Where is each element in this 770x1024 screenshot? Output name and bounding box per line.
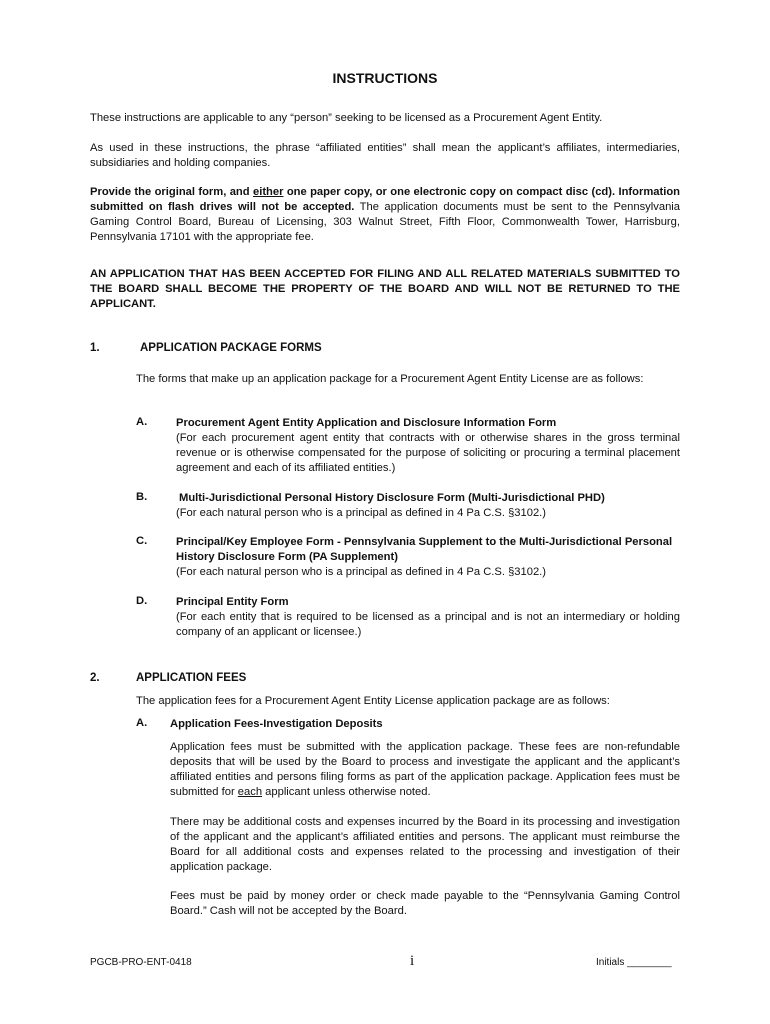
fees-paragraph-2: There may be additional costs and expenses incurred by the Board in its processing and investigation of the applicant and the applicant’s affiliated entities and persons. The applicant must reimburse the Board for all additional costs and expenses related to the processing and investigation of their application package. bbox=[170, 816, 680, 873]
fees-paragraph-1-text: Application fees must be submitted with the application package. These fees are non-refundable deposits that will be used by the Board to process and investigate the applicant and the applicant’s affiliated entities and persons filing forms as part of the application package. Application fees must be submitted for bbox=[170, 741, 680, 798]
section-1-number: 1. bbox=[90, 342, 100, 354]
intro-paragraph-1: These instructions are applicable to any “person” seeking to be licensed as a Procurement Agent Entity. bbox=[90, 112, 603, 124]
fees-paragraph-1-end: applicant unless otherwise noted. bbox=[262, 786, 431, 798]
form-c-title: Principal/Key Employee Form - Pennsylvania Supplement to the Multi-Jurisdictional Personal History Disclosure Form (PA Supplement) bbox=[176, 536, 673, 563]
form-d-description: (For each entity that is required to be licensed as a principal and is not an intermediary or holding company of an applicant or licensee.) bbox=[176, 611, 680, 638]
form-d-title: Principal Entity Form bbox=[176, 596, 289, 608]
section-2-heading: APPLICATION FEES bbox=[136, 672, 247, 684]
page-title: INSTRUCTIONS bbox=[332, 70, 438, 86]
form-a-description: (For each procurement agent entity that contracts with or otherwise shares in the gross terminal revenue or is otherwise compensated for the purpose of soliciting or procuring a terminal placement agreement and each of its affiliated entities.) bbox=[176, 432, 680, 474]
section-1-heading: APPLICATION PACKAGE FORMS bbox=[140, 342, 322, 354]
fees-paragraph-1 bbox=[170, 740, 680, 800]
form-c-description: (For each natural person who is a principal as defined in 4 Pa C.S. §3102.) bbox=[176, 566, 547, 578]
form-d-letter: D. bbox=[136, 595, 148, 607]
fees-a-letter: A. bbox=[136, 717, 148, 729]
form-c-letter: C. bbox=[136, 535, 148, 547]
submission-requirement-emphasis: either bbox=[252, 186, 284, 198]
section-2-number: 2. bbox=[90, 672, 100, 684]
submission-requirement-cont: one paper copy, or one electronic copy on compact disc (cd). Information submitted on flash drives will not be accepted. bbox=[90, 186, 680, 213]
form-a-letter: A. bbox=[136, 416, 148, 428]
form-code: PGCB-PRO-ENT-0418 bbox=[90, 957, 192, 968]
property-notice: AN APPLICATION THAT HAS BEEN ACCEPTED FOR FILING AND ALL RELATED MATERIALS SUBMITTED TO THE BOARD SHALL BECOME THE PROPERTY OF THE BOARD AND WILL NOT BE RETURNED TO THE APPLICANT. bbox=[90, 268, 680, 310]
fees-a-title: Application Fees-Investigation Deposits bbox=[170, 718, 383, 730]
intro-paragraph-3 bbox=[90, 185, 680, 245]
page-number: i bbox=[410, 953, 415, 969]
initials-field[interactable]: Initials ________ bbox=[596, 957, 672, 968]
form-b-description: (For each natural person who is a principal as defined in 4 Pa C.S. §3102.) bbox=[176, 507, 547, 519]
mailing-address-text: The application documents must be sent to the Pennsylvania Gaming Control Board, Bureau of Licensing, 303 Walnut Street, Fifth Floor, Commonwealth Tower, Harrisburg, Pennsylvania 17101 with the appropriate fee. bbox=[90, 201, 680, 243]
fees-paragraph-1-emphasis: each bbox=[237, 786, 263, 798]
submission-requirement: Provide the original form, and bbox=[90, 186, 253, 198]
intro-paragraph-2: As used in these instructions, the phrase “affiliated entities” shall mean the applicant’s affiliates, intermediaries, subsidiaries and holding companies. bbox=[90, 142, 680, 169]
form-b-letter: B. bbox=[136, 491, 148, 503]
fees-paragraph-3: Fees must be paid by money order or check made payable to the “Pennsylvania Gaming Control Board.” Cash will not be accepted by the Board. bbox=[170, 890, 680, 917]
section-1-intro: The forms that make up an application package for a Procurement Agent Entity License are as follows: bbox=[136, 373, 644, 385]
section-2-intro: The application fees for a Procurement Agent Entity License application package are as follows: bbox=[136, 695, 610, 707]
form-a-title: Procurement Agent Entity Application and Disclosure Information Form bbox=[176, 417, 557, 429]
form-b-title: Multi-Jurisdictional Personal History Disclosure Form (Multi-Jurisdictional PHD) bbox=[179, 492, 605, 504]
